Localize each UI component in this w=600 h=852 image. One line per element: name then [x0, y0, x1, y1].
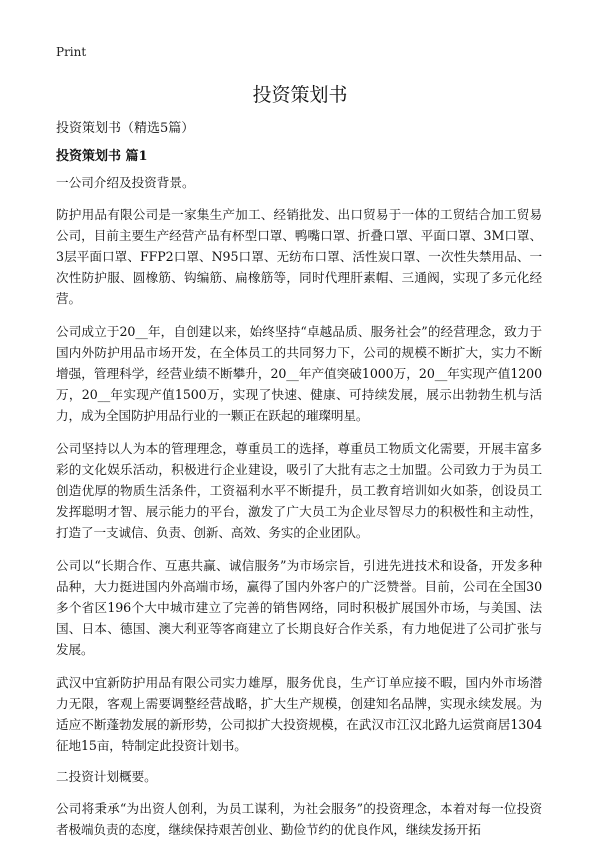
document-subtitle: 投资策划书（精选5篇）	[56, 121, 195, 136]
paragraph-market: 公司以“长期合作、互惠共赢、诚信服务”为市场宗旨，引进先进技术和设备，开发多种品种，大力挺进国内外高端市场，赢得了国内外客户的广泛赞誉。目前，公司在全国30多个省区196个大中城市建立了完善的销售网络，同时积极扩展国外市场，与美国、法国、日本、德国、澳大利亚等客商建立了长期良好合作关系，有力地促进了公司扩张与发展。	[56, 558, 542, 657]
heading-company-intro: 一公司介绍及投资背景。	[56, 175, 195, 190]
print-link[interactable]: Print	[56, 45, 87, 59]
heading-investment-overview: 二投资计划概要。	[56, 769, 157, 784]
paragraph-company-history: 公司成立于20__年，自创建以来，始终坚持“卓越品质、服务社会”的经营理念，致力于国内外防护用品市场开发，在全体员工的共同努力下，公司的规模不断扩大，实力不断增强，管理科学，经营业绩不断攀升，20__年产值突破1000万，20__年实现产值1200万，20__年实现产值1500万，实现了快速、健康、可持续发展，展示出勃勃生机与活力，成为全国防护用品行业的一颗正在跃起的璀璨明星。	[56, 324, 542, 423]
document-body	[56, 120, 542, 852]
section-heading: 投资策划书 篇1	[56, 149, 148, 164]
paragraph-investment-reason: 武汉中宜新防护用品有限公司实力雄厚，服务优良，生产订单应接不暇，国内外市场潜力无限，客观上需要调整经营战略，扩大生产规模，创建知名品牌，实现永续发展。为适应不断蓬勃发展的新形势，公司拟扩大投资规模，在武汉市江汉北路九运赏商居1304征地15亩，特制定此投资计划书。	[56, 675, 542, 753]
paragraph-management: 公司坚持以人为本的管理理念，尊重员工的选择，尊重员工物质文化需要，开展丰富多彩的文化娱乐活动，积极进行企业建设，吸引了大批有志之士加盟。公司致力于为员工创造优厚的物质生活条件，工资福利水平不断提升，员工教育培训如火如荼，创设员工发挥聪明才智、展示能力的平台，激发了广大员工为企业尽智尽力的积极性和主动性，打造了一支诚信、负责、创新、高效、务实的企业团队。	[56, 441, 542, 540]
page-title: 投资策划书	[252, 84, 348, 106]
paragraph-company-profile: 防护用品有限公司是一家集生产加工、经销批发、出口贸易于一体的工贸结合加工贸易公司，目前主要生产经营产品有杯型口罩、鸭嘴口罩、折叠口罩、平面口罩、3M口罩、3层平面口罩、FFP2口罩、N95口罩、无纺布口罩、活性炭口罩、一次性失禁用品、一次性防护服、圆橡筋、钩编筋、扁橡筋等，同时代理肝素帽、三通阀，实现了多元化经营。	[56, 207, 542, 306]
paragraph-investment-philosophy: 公司将秉承“为出资人创利，为员工谋利，为社会服务”的投资理念，本着对每一位投资者极端负责的态度，继续保持艰苦创业、勤俭节约的优良作风，继续发扬开拓	[56, 801, 542, 837]
